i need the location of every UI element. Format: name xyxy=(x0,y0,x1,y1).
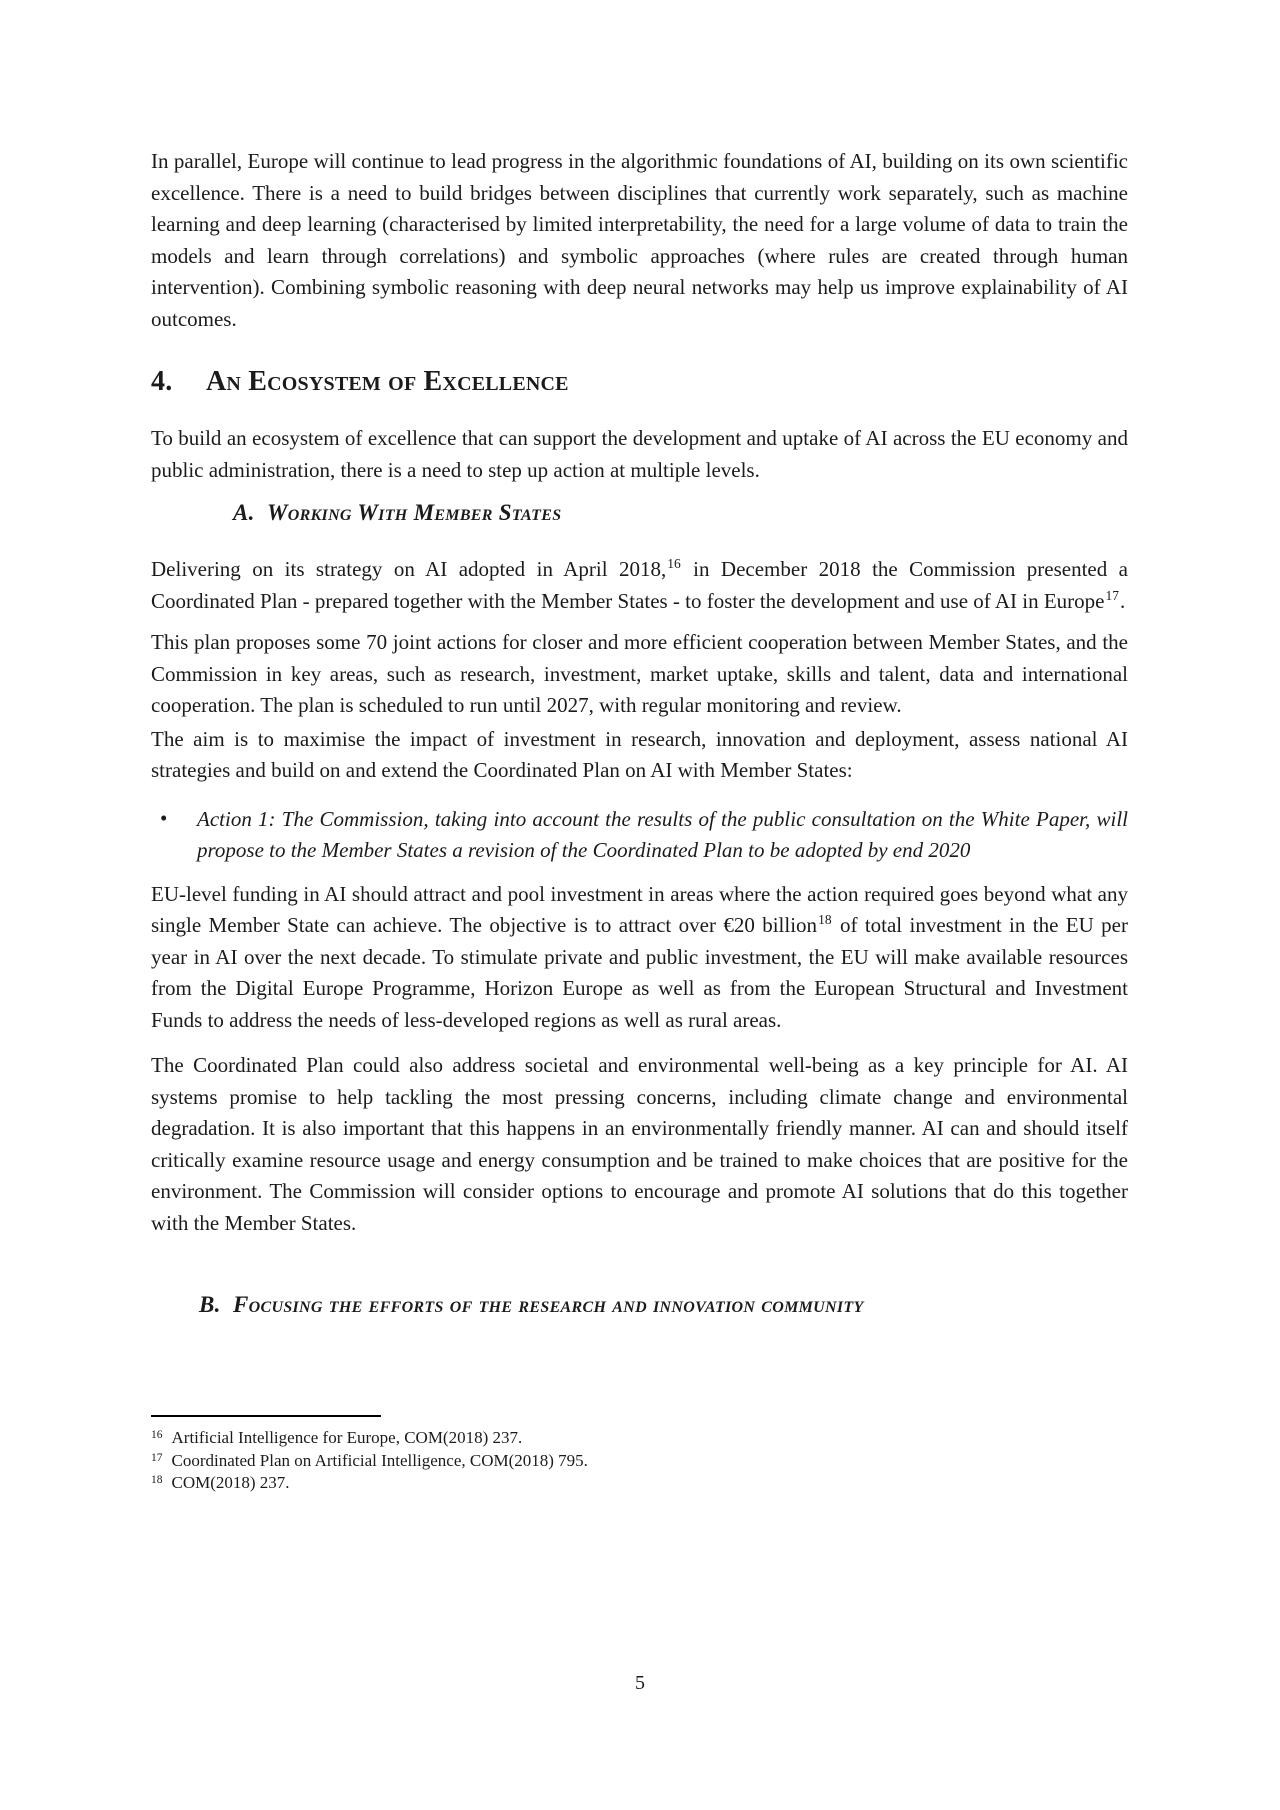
paragraph-plan: This plan proposes some 70 joint actions for closer and more efficient cooperation between Member States, and the Commission in key areas, such as research, investment, market uptake, skills and talent, data and international cooperation. The plan is scheduled to run until 2027, with regular monitoring and review. xyxy=(151,630,1128,717)
footnote-17-text: Coordinated Plan on Artificial Intelligence, COM(2018) 795. xyxy=(171,1450,588,1470)
page-content xyxy=(151,0,1128,1495)
paragraph-coordinated: The Coordinated Plan could also address societal and environmental well-being as a key principle for AI. AI systems promise to help tackling the most pressing concerns, including climate change and environmental degradation. It is also important that this happens in an environmentally friendly manner. AI can and should itself critically examine resource usage and energy consumption and be trained to make choices that are positive for the environment. The Commission will consider options to encourage and promote AI solutions that do this together with the Member States. xyxy=(151,1053,1128,1235)
footnote-18 xyxy=(151,1472,1128,1495)
bullet-icon: • xyxy=(160,805,168,830)
bullet-action-1-text: Action 1: The Commission, taking into account the results of the public consultation on the White Paper, will propose to the Member States a revision of the Coordinated Plan to be adopted by end 2020 xyxy=(197,806,1128,862)
footnote-16 xyxy=(151,1427,1128,1450)
footnote-18-number: 18 xyxy=(151,1474,163,1486)
subsection-letter-b: B. xyxy=(199,1292,221,1317)
section-heading-title: An Ecosystem of Excellence xyxy=(206,366,569,397)
footnote-17-number: 17 xyxy=(151,1451,163,1464)
paragraph-intro: In parallel, Europe will continue to lead progress in the algorithmic foundations of AI, building on its own scientific excellence. There is a need to build bridges between disciplines that currently work separately, such as machine learning and deep learning (characterised by limited interpretability, the need for a large volume of data to train the models and learn through correlations) and symbolic approaches (where rules are created through human intervention). Combining symbolic reasoning with deep neural networks may help us improve explainability of AI outcomes. xyxy=(151,149,1128,331)
paragraph-ecosystem: To build an ecosystem of excellence that can support the development and uptake of AI across the EU economy and public administration, there is a need to step up action at multiple levels. xyxy=(151,426,1128,482)
footnotes-section xyxy=(151,1415,1128,1495)
paragraph-aim: The aim is to maximise the impact of investment in research, innovation and deployment, assess national AI strategies and build on and extend the Coordinated Plan on AI with Member States: xyxy=(151,726,1128,782)
footnote-divider xyxy=(151,1415,381,1417)
subsection-heading-b xyxy=(151,1292,1128,1318)
page-number: 5 xyxy=(635,1672,645,1694)
footnote-18-text: COM(2018) 237. xyxy=(171,1473,290,1492)
footnote-16-text: Artificial Intelligence for Europe, COM(2018) 237. xyxy=(171,1428,523,1447)
paragraph-delivering: Delivering on its strategy on AI adopted in April 2018,16 in December 2018 the Commission presented a Coordinated Plan - prepared together with the Member States - to foster the development and use of AI in Europe$^{17}$. xyxy=(151,556,1128,613)
subsection-letter-a: A. xyxy=(233,500,255,525)
bullet-action-1 xyxy=(151,804,1128,867)
subsection-heading-a xyxy=(151,500,1128,526)
footnote-16-number: 16 xyxy=(151,1429,163,1441)
subsection-title-a: Working With Member States xyxy=(267,500,562,525)
paragraph-funding: EU-level funding in AI should attract and pool investment in areas where the action required goes beyond what any single Member State can achieve. The objective is to attract over €20 billion$^{18}$ of total investment in the EU per year in AI over the next decade. To stimulate private and public investment, the EU will make available resources from the Digital Europe Programme, Horizon Europe as well as from the European Structural and Investment Funds to address the needs of less-developed regions as well as rural areas. xyxy=(151,881,1128,1032)
footnote-17 xyxy=(151,1450,1128,1473)
section-heading-number: 4. xyxy=(151,366,173,397)
subsection-title-b: Focusing the efforts of the research and innovation community xyxy=(233,1292,864,1317)
section-heading-4 xyxy=(151,366,1128,398)
